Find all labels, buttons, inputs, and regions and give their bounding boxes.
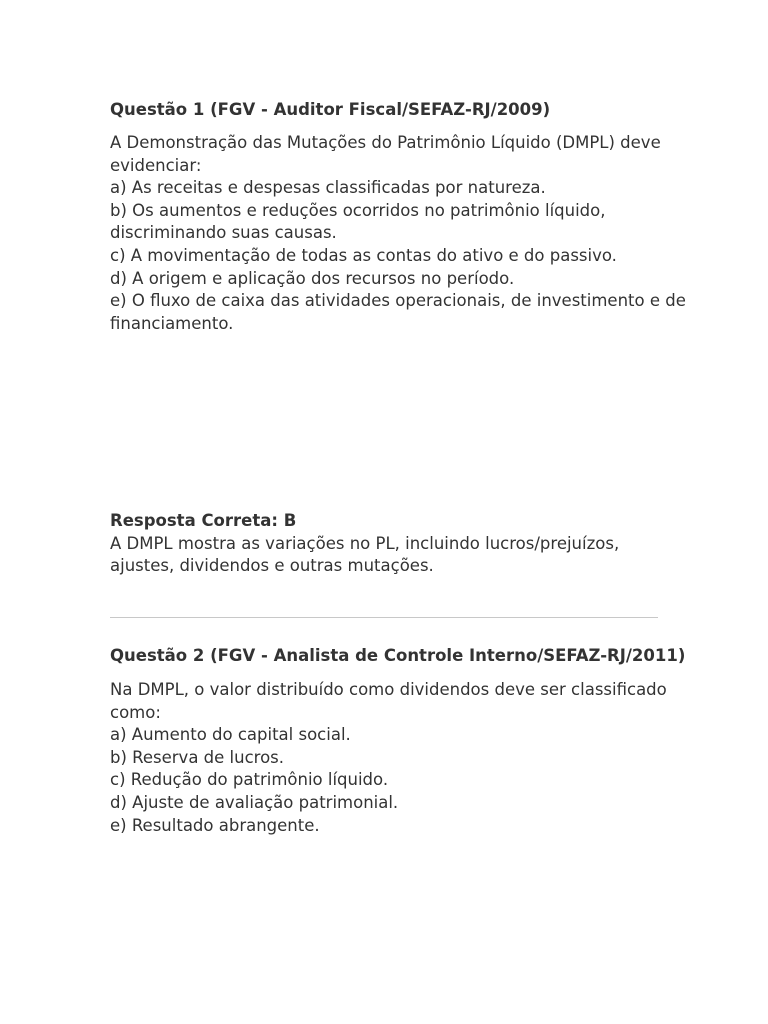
section-divider [110, 617, 658, 618]
question-1-option-e-continued: financiamento. [110, 313, 234, 333]
answer-explanation-line: ajustes, dividendos e outras mutações. [110, 556, 434, 576]
question-2-statement-line: Na DMPL, o valor distribuído como dividendos deve ser classificado [110, 680, 667, 699]
answer-label: Resposta Correta: B [110, 511, 297, 530]
question-2-statement-line: como: [110, 702, 161, 722]
question-2-option-a: a) Aumento do capital social. [110, 725, 351, 745]
question-1-answer [110, 510, 670, 578]
answer-explanation-line: A DMPL mostra as variações no PL, incluindo lucros/prejuízos, [110, 533, 620, 553]
question-1-option-c: c) A movimentação de todas as contas do ativo e do passivo. [110, 245, 617, 265]
question-1-statement-line: evidenciar: [110, 155, 202, 175]
question-2-body [110, 679, 670, 837]
question-1-statement-line: A Demonstração das Mutações do Patrimônio Líquido (DMPL) deve [110, 133, 661, 152]
question-2-title: Questão 2 (FGV - Analista de Controle Interno/SEFAZ-RJ/2011) [110, 646, 686, 665]
question-1-body [110, 132, 686, 335]
question-2-option-e: e) Resultado abrangente. [110, 815, 320, 835]
question-1-option-b: b) Os aumentos e reduções ocorridos no patrimônio líquido, [110, 200, 606, 220]
question-2-option-d: d) Ajuste de avaliação patrimonial. [110, 792, 399, 812]
question-2-option-c: c) Redução do patrimônio líquido. [110, 770, 389, 790]
question-1-option-b-continued: discriminando suas causas. [110, 223, 337, 243]
question-1-option-a: a) As receitas e despesas classificadas por natureza. [110, 178, 546, 198]
question-2-option-b: b) Reserva de lucros. [110, 747, 285, 767]
question-1-option-d: d) A origem e aplicação dos recursos no período. [110, 268, 515, 288]
question-1-option-e: e) O fluxo de caixa das atividades operacionais, de investimento e de [110, 291, 686, 311]
question-1-title: Questão 1 (FGV - Auditor Fiscal/SEFAZ-RJ/2009) [110, 100, 551, 119]
